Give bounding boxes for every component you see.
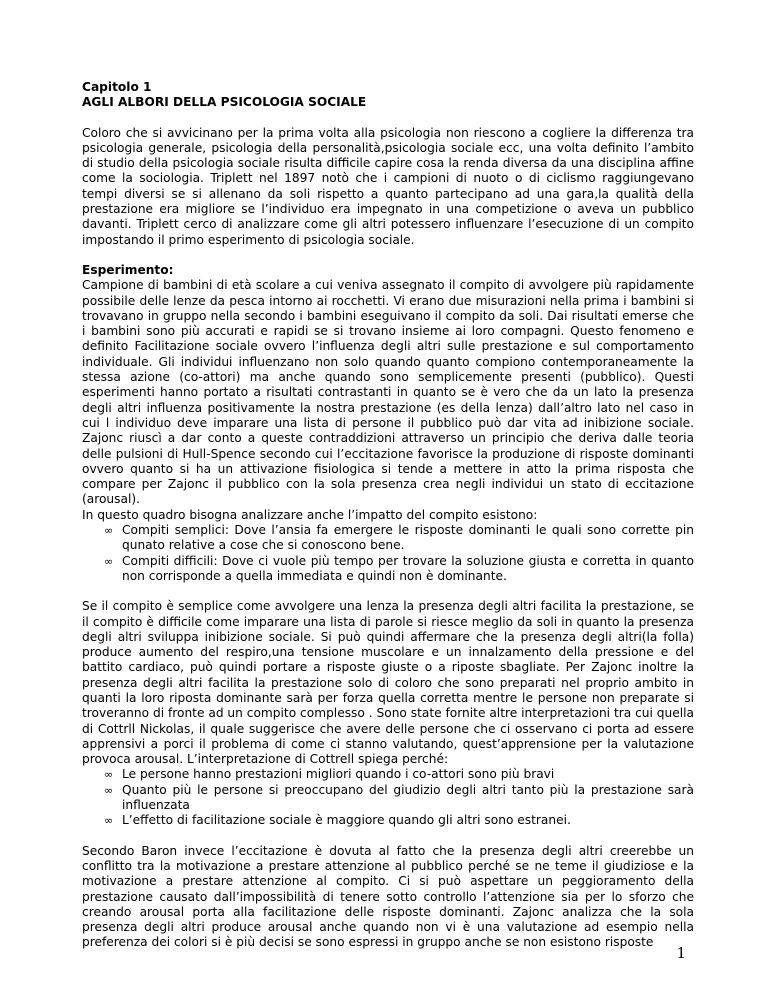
chapter-title: AGLI ALBORI DELLA PSICOLOGIA SOCIALE [82,95,367,110]
bullet-icon: ∞ [104,524,114,538]
bullet-icon: ∞ [104,783,114,797]
document-page [82,80,694,951]
list-item: ∞ L’effetto di facilitazione sociale è maggiore quando gli altri sono estranei. [104,813,571,828]
list-item: ∞ Compiti difficili: Dove ci vuole più tempo per trovare la soluzione giusta e corretta in quanto non corrisponde a quella immediata e quindi non è dominante. [104,553,694,583]
list-item: ∞ Quanto più le persone si preoccupano del giudizio degli altri tanto più la prestazione sarà influenzata [104,782,694,813]
cottrell-list [82,767,694,828]
intro-paragraph: Coloro che si avvicinano per la prima volta alla psicologia non riescono a cogliere la differenza tra psicologia generale, psicologia della personalità,psicologia sociale ecc, una volta definito l’ambito di studio della psicologia sociale risulta difficile capire cosa la renda diversa da una disciplina affine come la sociologia. Triplett nel 1897 notò che i campioni di nuoto o di ciclismo raggiungevano tempi diversi se si allenano da soli rispetto a quanto partecipano ad una gara,la qualità della prestazione era migliore se l’individuo era impegnato in una competizione o aveva un pubblico davanti. Triplett cerco di analizzare come gli altri potessero influenzare l’esecuzione di un compito impostando il primo esperimento di psicologia sociale. [82,125,694,247]
experiment-heading: Esperimento: [82,262,174,277]
paragraph-facilitation: Se il compito è semplice come avvolgere una lenza la presenza degli altri facilita la prestazione, se il compito è difficile come imparare una lista di parole si riesce meglio da soli in quanto la presenza degli altri sviluppa inibizione sociale. Si può quindi affermare che la presenza degli altri(la folla) produce aumento del respiro,una tensione muscolare e un innalzamento della pressione e del battito cardiaco, può quindi portare a risposte giuste o a riposte sbagliate. Per Zajonc inoltre la presenza degli altri facilita la prestazione solo di coloro che sono preparati nel proprio ambito in quanti la loro riposta dominante sarà per forza quella corretta mentre le persone non preparate si troveranno di fronte ad un compito complesso . Sono state fornite altre interpretazioni tra cui quella di Cottrll Nickolas, il quale suggerisce che avere delle persone che ci osservano ci porta ad essere apprensivi a porci il problema di come ci stanno valutando, quest’apprensione per la valutazione provoca arousal. L’interpretazione di Cottrell spiega perché: [82,599,694,767]
list-item: ∞ Le persone hanno prestazioni migliori quando i co-attori sono più bravi [104,767,555,782]
task-list [82,523,694,584]
chapter-label: Capitolo 1 [82,80,152,94]
task-intro: In questo quadro bisogna analizzare anche l’impatto del compito esistono: [82,507,538,522]
page-number: 1 [676,944,686,962]
bullet-icon: ∞ [104,768,114,782]
experiment-paragraph: Campione di bambini di età scolare a cui veniva assegnato il compito di avvolgere più rapidamente possibile delle lenze da pesca intorno ai rocchetti. Vi erano due misurazioni nella prima i bambini si trovavano in gruppo nella secondo i bambini eseguivano il compito da soli. Dai risultati emerse che i bambini sono più accurati e rapidi se si trovano insieme ai loro compagni. Questo fenomeno e definito Facilitazione sociale ovvero l’influenza degli altri sulle prestazione e sul comportamento individuale. Gli individui influenzano non solo quando quanto compiono contemporaneamente la stessa azione (co-attori) ma anche quando sono semplicemente presenti (pubblico). Questi esperimenti hanno portato a risultati contrastanti in quanto se è vero che da un lato la presenza degli altri influenza positivamente la nostra prestazione (es della lenza) dall’altro lato nel caso in cui l individuo deve imparare una lista di persone il pubblico può dar vita ad inibizione sociale. Zajonc riuscì a dar conto a queste contraddizioni attraverso un principio che deriva dalle teoria delle pulsioni di Hull-Spence secondo cui l’eccitazione favorisce la produzione di risposte dominanti ovvero quanto si ha un attivazione fisiologica si tende a mettere in atto la prima risposta che compare per Zajonc il pubblico con la sola presenza crea negli individui un stato di eccitazione (arousal). [82,278,694,507]
list-item: ∞ Compiti semplici: Dove l’ansia fa emergere le risposte dominanti le quali sono corrette pin qunato relative a cose che si conoscono bene. [104,523,694,553]
bullet-icon: ∞ [104,814,114,828]
paragraph-baron: Secondo Baron invece l’eccitazione è dovuta al fatto che la presenza degli altri creerebbe un conflitto tra la motivazione a prestare attenzione al pubblico perché se ne teme il giudiziose e la motivazione a prestare attenzione al compito. Ci si può aspettare un peggioramento della prestazione causato dall’impossibilità di tenere sotto controllo l’attenzione sia per lo sforzo che creando arousal porta alla facilitazione delle risposte dominanti. Zajonc analizza che la sola presenza degli altri produce arousal anche quando non vi è una valutazione ad esempio nella preferenza dei colori si è più decisi se sono espressi in gruppo anche se non esistono risposte [82,843,694,950]
bullet-icon: ∞ [104,554,114,568]
